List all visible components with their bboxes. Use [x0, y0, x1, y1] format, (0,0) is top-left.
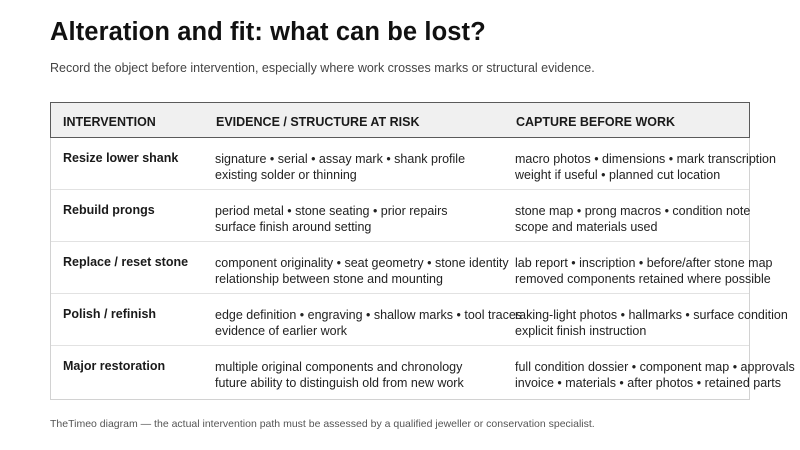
- capture-cell: [515, 307, 788, 339]
- table-row: [51, 138, 776, 190]
- footer-note: TheTimeo diagram — the actual intervention path must be assessed by a qualified jeweller or conservation specialist.: [50, 418, 595, 430]
- capture-line: raking-light photos • hallmarks • surface condition: [515, 308, 788, 322]
- header-capture: CAPTURE BEFORE WORK: [516, 115, 676, 129]
- table-row: [51, 346, 795, 398]
- evidence-line: evidence of earlier work: [215, 324, 348, 338]
- page-title: Alteration and fit: what can be lost?: [50, 18, 486, 46]
- evidence-line: future ability to distinguish old from new work: [215, 376, 464, 390]
- intervention-name: Major restoration: [63, 359, 166, 373]
- evidence-cell: [215, 151, 465, 183]
- header-evidence: EVIDENCE / STRUCTURE AT RISK: [216, 115, 420, 129]
- evidence-line: component originality • seat geometry • stone identity: [215, 256, 509, 270]
- capture-line: invoice • materials • after photos • retained parts: [515, 376, 782, 390]
- intervention-name: Resize lower shank: [63, 151, 179, 165]
- capture-cell: [515, 203, 750, 235]
- evidence-line: period metal • stone seating • prior repairs: [215, 204, 448, 218]
- evidence-line: existing solder or thinning: [215, 168, 357, 182]
- intervention-name: Polish / refinish: [63, 307, 157, 321]
- capture-line: removed components retained where possible: [515, 272, 771, 286]
- capture-line: full condition dossier • component map • approvals: [515, 360, 795, 374]
- evidence-line: multiple original components and chronology: [215, 360, 463, 374]
- table-row: [51, 294, 788, 346]
- table-header-row: [50, 102, 750, 138]
- intervention-name: Replace / reset stone: [63, 255, 189, 269]
- capture-line: stone map • prong macros • condition note: [515, 204, 751, 218]
- evidence-cell: [215, 203, 447, 235]
- table-row: [51, 242, 773, 294]
- evidence-line: signature • serial • assay mark • shank profile: [215, 152, 466, 166]
- capture-line: macro photos • dimensions • mark transcription: [515, 152, 776, 166]
- intervention-name: Rebuild prongs: [63, 203, 155, 217]
- intervention-table: [50, 102, 795, 400]
- capture-line: weight if useful • planned cut location: [515, 168, 721, 182]
- capture-line: lab report • inscription • before/after stone map: [515, 256, 773, 270]
- capture-cell: [515, 359, 795, 391]
- evidence-line: surface finish around setting: [215, 220, 372, 234]
- evidence-line: edge definition • engraving • shallow marks • tool traces: [215, 308, 523, 322]
- header-intervention: INTERVENTION: [63, 115, 156, 129]
- capture-cell: [515, 151, 776, 183]
- capture-line: scope and materials used: [515, 220, 658, 234]
- evidence-cell: [215, 359, 464, 391]
- page-subtitle: Record the object before intervention, especially where work crosses marks or structural evidence.: [50, 61, 595, 75]
- capture-cell: [515, 255, 773, 287]
- evidence-line: relationship between stone and mounting: [215, 272, 443, 286]
- capture-line: explicit finish instruction: [515, 324, 647, 338]
- table-row: [51, 190, 749, 242]
- evidence-cell: [215, 307, 522, 339]
- evidence-cell: [215, 255, 509, 287]
